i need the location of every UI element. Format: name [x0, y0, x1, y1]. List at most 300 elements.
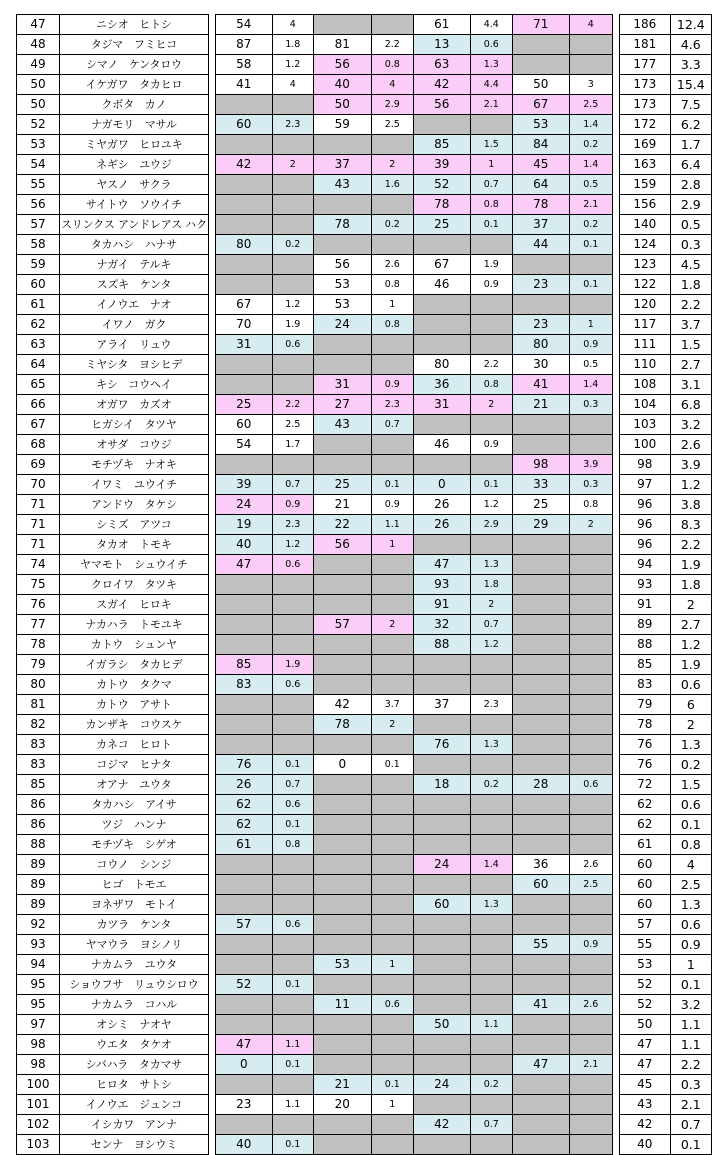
rank-cell: 94	[17, 955, 60, 975]
sub-score-cell: 2.5	[569, 875, 612, 895]
spacer-cell	[208, 855, 215, 875]
table-row	[17, 635, 712, 655]
score-cell	[215, 895, 272, 915]
name-cell: オサダ コウジ	[60, 435, 209, 455]
sub-score-cell: 4	[371, 75, 413, 95]
spacer-cell	[208, 575, 215, 595]
total-sub-cell: 0.1	[670, 1135, 711, 1155]
score-cell: 40	[215, 535, 272, 555]
score-cell	[215, 855, 272, 875]
score-cell	[215, 275, 272, 295]
score-cell: 0	[313, 755, 371, 775]
score-cell	[413, 1055, 470, 1075]
sub-score-cell: 0.7	[470, 175, 512, 195]
sub-score-cell	[569, 415, 612, 435]
score-cell	[512, 955, 569, 975]
spacer-cell	[208, 895, 215, 915]
sub-score-cell	[272, 875, 313, 895]
table-row	[17, 1015, 712, 1035]
rank-cell: 64	[17, 355, 60, 375]
score-cell	[413, 875, 470, 895]
spacer-cell	[612, 435, 619, 455]
sub-score-cell	[569, 675, 612, 695]
score-cell: 93	[413, 575, 470, 595]
rank-cell: 71	[17, 535, 60, 555]
score-cell: 53	[512, 115, 569, 135]
rank-cell: 56	[17, 195, 60, 215]
total-score-cell: 79	[619, 695, 670, 715]
sub-score-cell: 0.8	[272, 835, 313, 855]
spacer-cell	[208, 835, 215, 855]
sub-score-cell: 0.1	[272, 1055, 313, 1075]
spacer-cell	[612, 575, 619, 595]
score-cell	[215, 1075, 272, 1095]
name-cell: モチヅキ ナオキ	[60, 455, 209, 475]
sub-score-cell: 0.2	[371, 215, 413, 235]
score-cell	[512, 1095, 569, 1115]
sub-score-cell	[272, 135, 313, 155]
score-cell: 42	[413, 75, 470, 95]
rank-cell: 83	[17, 735, 60, 755]
total-sub-cell: 2.2	[670, 1055, 711, 1075]
sub-score-cell: 1	[371, 535, 413, 555]
total-score-cell: 52	[619, 975, 670, 995]
spacer-cell	[612, 175, 619, 195]
score-cell: 21	[313, 1075, 371, 1095]
total-score-cell: 98	[619, 455, 670, 475]
score-cell: 76	[215, 755, 272, 775]
total-score-cell: 104	[619, 395, 670, 415]
rank-cell: 78	[17, 635, 60, 655]
score-cell	[512, 635, 569, 655]
sub-score-cell	[272, 275, 313, 295]
spacer-cell	[208, 755, 215, 775]
score-cell	[413, 995, 470, 1015]
sub-score-cell	[470, 675, 512, 695]
name-cell: キシ コウヘイ	[60, 375, 209, 395]
sub-score-cell	[470, 455, 512, 475]
total-sub-cell: 2.7	[670, 355, 711, 375]
sub-score-cell	[569, 835, 612, 855]
name-cell: スズキ ケンタ	[60, 275, 209, 295]
score-cell: 56	[413, 95, 470, 115]
spacer-cell	[208, 135, 215, 155]
spacer-cell	[208, 515, 215, 535]
sub-score-cell: 0.2	[569, 135, 612, 155]
spacer-cell	[208, 35, 215, 55]
total-sub-cell: 15.4	[670, 75, 711, 95]
name-cell: コウノ シンジ	[60, 855, 209, 875]
sub-score-cell	[272, 455, 313, 475]
sub-score-cell: 1.3	[470, 55, 512, 75]
spacer-cell	[612, 115, 619, 135]
spacer-cell	[208, 1135, 215, 1155]
total-score-cell: 93	[619, 575, 670, 595]
score-cell: 50	[512, 75, 569, 95]
spacer-cell	[208, 495, 215, 515]
table-row	[17, 675, 712, 695]
score-cell	[512, 295, 569, 315]
score-cell: 70	[215, 315, 272, 335]
rank-cell: 68	[17, 435, 60, 455]
score-cell: 63	[413, 55, 470, 75]
score-cell	[413, 1135, 470, 1155]
rank-cell: 103	[17, 1135, 60, 1155]
sub-score-cell: 2.2	[470, 355, 512, 375]
total-sub-cell: 6.2	[670, 115, 711, 135]
sub-score-cell: 0.1	[272, 815, 313, 835]
rank-cell: 65	[17, 375, 60, 395]
score-cell: 59	[313, 115, 371, 135]
total-score-cell: 103	[619, 415, 670, 435]
spacer-cell	[612, 895, 619, 915]
table-row	[17, 915, 712, 935]
score-cell: 83	[215, 675, 272, 695]
table-row	[17, 835, 712, 855]
table-row	[17, 575, 712, 595]
total-sub-cell: 1.3	[670, 735, 711, 755]
score-cell	[512, 815, 569, 835]
spacer-cell	[208, 355, 215, 375]
sub-score-cell	[272, 595, 313, 615]
spacer-cell	[612, 675, 619, 695]
table-row	[17, 855, 712, 875]
total-sub-cell: 3.8	[670, 495, 711, 515]
sub-score-cell: 0.8	[371, 315, 413, 335]
total-score-cell: 117	[619, 315, 670, 335]
total-sub-cell: 1.9	[670, 655, 711, 675]
table-row	[17, 1075, 712, 1095]
name-cell: カトウ シュンヤ	[60, 635, 209, 655]
total-score-cell: 173	[619, 95, 670, 115]
sub-score-cell: 1.2	[272, 55, 313, 75]
spacer-cell	[612, 715, 619, 735]
score-cell: 55	[512, 935, 569, 955]
total-score-cell: 47	[619, 1035, 670, 1055]
table-row	[17, 455, 712, 475]
spacer-cell	[612, 635, 619, 655]
table-row	[17, 255, 712, 275]
sub-score-cell	[569, 895, 612, 915]
sub-score-cell: 0.1	[470, 475, 512, 495]
sub-score-cell: 0.5	[569, 175, 612, 195]
score-cell: 85	[215, 655, 272, 675]
score-cell	[215, 875, 272, 895]
score-cell	[215, 955, 272, 975]
total-score-cell: 42	[619, 1115, 670, 1135]
score-cell: 46	[413, 435, 470, 455]
score-cell	[215, 455, 272, 475]
sub-score-cell: 1	[371, 955, 413, 975]
total-sub-cell: 7.5	[670, 95, 711, 115]
score-cell: 87	[215, 35, 272, 55]
table-row	[17, 735, 712, 755]
spacer-cell	[612, 535, 619, 555]
total-score-cell: 47	[619, 1055, 670, 1075]
spacer-cell	[612, 1095, 619, 1115]
score-cell	[512, 255, 569, 275]
total-score-cell: 76	[619, 735, 670, 755]
table-row	[17, 35, 712, 55]
total-score-cell: 172	[619, 115, 670, 135]
table-row	[17, 695, 712, 715]
sub-score-cell	[470, 915, 512, 935]
total-sub-cell: 1	[670, 955, 711, 975]
table-row	[17, 395, 712, 415]
score-cell: 88	[413, 635, 470, 655]
name-cell: ヤマモト シュウイチ	[60, 555, 209, 575]
sub-score-cell: 1.2	[470, 635, 512, 655]
total-score-cell: 120	[619, 295, 670, 315]
rank-cell: 71	[17, 495, 60, 515]
sub-score-cell	[470, 1035, 512, 1055]
score-cell	[313, 895, 371, 915]
sub-score-cell	[272, 355, 313, 375]
spacer-cell	[208, 975, 215, 995]
score-cell	[215, 1015, 272, 1035]
total-score-cell: 53	[619, 955, 670, 975]
total-sub-cell: 1.2	[670, 635, 711, 655]
total-sub-cell: 1.3	[670, 895, 711, 915]
name-cell: クボタ カノ	[60, 95, 209, 115]
sub-score-cell: 1.4	[569, 375, 612, 395]
sub-score-cell: 1.1	[272, 1095, 313, 1115]
score-cell	[215, 1115, 272, 1135]
spacer-cell	[612, 795, 619, 815]
sub-score-cell	[371, 835, 413, 855]
name-cell: ヨネザワ モトイ	[60, 895, 209, 915]
score-cell: 60	[215, 415, 272, 435]
sub-score-cell	[371, 1055, 413, 1075]
rank-cell: 97	[17, 1015, 60, 1035]
sub-score-cell: 1.2	[272, 295, 313, 315]
rank-cell: 50	[17, 75, 60, 95]
sub-score-cell	[470, 835, 512, 855]
spacer-cell	[208, 395, 215, 415]
score-cell: 37	[413, 695, 470, 715]
sub-score-cell	[569, 975, 612, 995]
spacer-cell	[612, 455, 619, 475]
total-sub-cell: 0.8	[670, 835, 711, 855]
score-cell: 56	[313, 255, 371, 275]
total-sub-cell: 2.2	[670, 535, 711, 555]
rank-cell: 98	[17, 1035, 60, 1055]
spacer-cell	[208, 1075, 215, 1095]
score-cell: 64	[512, 175, 569, 195]
score-cell: 57	[215, 915, 272, 935]
score-cell	[512, 755, 569, 775]
table-row	[17, 155, 712, 175]
sub-score-cell: 3.9	[569, 455, 612, 475]
score-cell: 0	[215, 1055, 272, 1075]
sub-score-cell	[569, 1015, 612, 1035]
rank-cell: 62	[17, 315, 60, 335]
spacer-cell	[208, 335, 215, 355]
spacer-cell	[612, 375, 619, 395]
score-cell: 18	[413, 775, 470, 795]
name-cell: ニシオ ヒトシ	[60, 15, 209, 35]
table-row	[17, 995, 712, 1015]
rank-cell: 86	[17, 795, 60, 815]
sub-score-cell	[371, 655, 413, 675]
total-score-cell: 163	[619, 155, 670, 175]
spacer-cell	[208, 695, 215, 715]
score-cell	[215, 995, 272, 1015]
score-cell	[313, 795, 371, 815]
table-row	[17, 1035, 712, 1055]
sub-score-cell: 0.9	[371, 495, 413, 515]
score-cell: 23	[512, 315, 569, 335]
rank-cell: 85	[17, 775, 60, 795]
name-cell: モチヅキ シゲオ	[60, 835, 209, 855]
score-cell	[215, 715, 272, 735]
score-cell: 27	[313, 395, 371, 415]
sub-score-cell: 0.7	[470, 1115, 512, 1135]
score-cell: 24	[313, 315, 371, 335]
score-cell: 41	[512, 375, 569, 395]
score-cell: 25	[413, 215, 470, 235]
total-score-cell: 111	[619, 335, 670, 355]
name-cell: ヒガシイ タツヤ	[60, 415, 209, 435]
score-cell: 33	[512, 475, 569, 495]
score-cell	[512, 1035, 569, 1055]
name-cell: アライ リュウ	[60, 335, 209, 355]
name-cell: スリンクス アンドレアス ハク	[60, 215, 209, 235]
rank-cell: 48	[17, 35, 60, 55]
rank-cell: 60	[17, 275, 60, 295]
table-row	[17, 655, 712, 675]
spacer-cell	[612, 555, 619, 575]
name-cell: ショウフサ リュウシロウ	[60, 975, 209, 995]
sub-score-cell: 4.4	[470, 15, 512, 35]
total-score-cell: 169	[619, 135, 670, 155]
table-row	[17, 335, 712, 355]
sub-score-cell: 2.1	[569, 1055, 612, 1075]
rank-cell: 52	[17, 115, 60, 135]
spacer-cell	[612, 15, 619, 35]
rank-cell: 70	[17, 475, 60, 495]
score-cell	[512, 835, 569, 855]
score-cell: 85	[413, 135, 470, 155]
total-sub-cell: 1.5	[670, 775, 711, 795]
score-cell: 60	[512, 875, 569, 895]
total-sub-cell: 0.9	[670, 935, 711, 955]
spacer-cell	[612, 195, 619, 215]
rank-cell: 77	[17, 615, 60, 635]
sub-score-cell: 1	[371, 1095, 413, 1115]
name-cell: ネギシ ユウジ	[60, 155, 209, 175]
sub-score-cell: 2	[569, 515, 612, 535]
spacer-cell	[612, 415, 619, 435]
score-cell	[313, 975, 371, 995]
sub-score-cell: 1	[470, 155, 512, 175]
total-sub-cell: 3.2	[670, 415, 711, 435]
sub-score-cell	[371, 815, 413, 835]
spacer-cell	[612, 495, 619, 515]
name-cell: ミヤシタ ヨシヒデ	[60, 355, 209, 375]
sub-score-cell	[569, 1035, 612, 1055]
spacer-cell	[612, 355, 619, 375]
name-cell: ナガモリ マサル	[60, 115, 209, 135]
rank-cell: 58	[17, 235, 60, 255]
spacer-cell	[208, 875, 215, 895]
total-sub-cell: 1.1	[670, 1015, 711, 1035]
table-row	[17, 215, 712, 235]
sub-score-cell: 2.1	[569, 195, 612, 215]
score-cell	[413, 455, 470, 475]
rank-cell: 50	[17, 95, 60, 115]
spacer-cell	[612, 775, 619, 795]
score-cell	[512, 1135, 569, 1155]
table-row	[17, 1115, 712, 1135]
name-cell: アンドウ タケシ	[60, 495, 209, 515]
name-cell: タカオ トモキ	[60, 535, 209, 555]
rank-cell: 63	[17, 335, 60, 355]
sub-score-cell	[569, 795, 612, 815]
score-cell: 43	[313, 175, 371, 195]
sub-score-cell: 0.7	[272, 775, 313, 795]
rank-cell: 86	[17, 815, 60, 835]
score-cell: 40	[215, 1135, 272, 1155]
sub-score-cell: 0.5	[569, 355, 612, 375]
name-cell: シミズ アツコ	[60, 515, 209, 535]
sub-score-cell: 4.4	[470, 75, 512, 95]
spacer-cell	[612, 295, 619, 315]
score-cell	[512, 575, 569, 595]
score-cell	[512, 55, 569, 75]
total-score-cell: 173	[619, 75, 670, 95]
total-sub-cell: 6.8	[670, 395, 711, 415]
sub-score-cell: 2.1	[470, 95, 512, 115]
sub-score-cell	[371, 775, 413, 795]
table-row	[17, 95, 712, 115]
rank-cell: 95	[17, 995, 60, 1015]
score-cell: 47	[413, 555, 470, 575]
sub-score-cell	[569, 955, 612, 975]
score-cell	[413, 975, 470, 995]
score-cell	[512, 915, 569, 935]
spacer-cell	[208, 675, 215, 695]
table-row	[17, 135, 712, 155]
sub-score-cell	[371, 595, 413, 615]
spacer-cell	[612, 1075, 619, 1095]
sub-score-cell: 0.6	[272, 915, 313, 935]
total-score-cell: 96	[619, 515, 670, 535]
sub-score-cell	[272, 1075, 313, 1095]
sub-score-cell: 0.2	[470, 775, 512, 795]
name-cell: オアナ ユウタ	[60, 775, 209, 795]
score-cell: 50	[413, 1015, 470, 1035]
total-sub-cell: 2.2	[670, 295, 711, 315]
rank-cell: 81	[17, 695, 60, 715]
sub-score-cell	[470, 815, 512, 835]
spacer-cell	[612, 95, 619, 115]
sub-score-cell: 2	[371, 615, 413, 635]
score-cell: 52	[215, 975, 272, 995]
score-cell: 41	[215, 75, 272, 95]
score-cell: 53	[313, 275, 371, 295]
spacer-cell	[612, 315, 619, 335]
sub-score-cell	[371, 1115, 413, 1135]
rank-cell: 83	[17, 755, 60, 775]
total-score-cell: 97	[619, 475, 670, 495]
rank-cell: 101	[17, 1095, 60, 1115]
sub-score-cell: 2	[272, 155, 313, 175]
table-row	[17, 435, 712, 455]
table-row	[17, 895, 712, 915]
spacer-cell	[208, 475, 215, 495]
sub-score-cell	[470, 335, 512, 355]
